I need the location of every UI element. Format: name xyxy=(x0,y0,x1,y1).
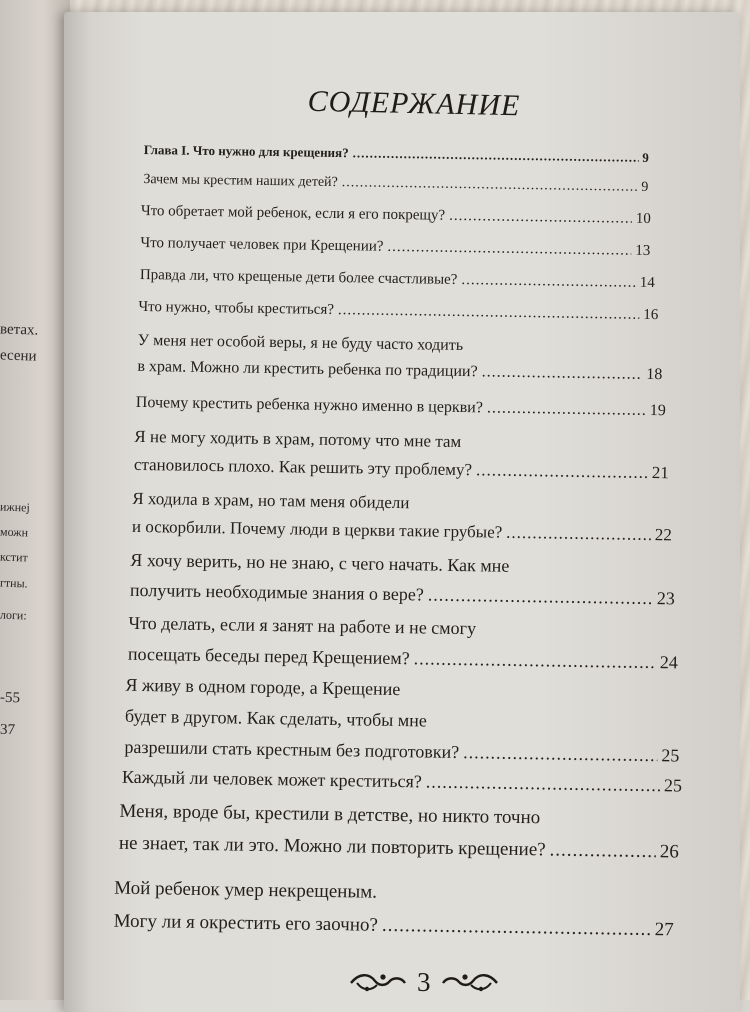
toc-page-number: 21 xyxy=(651,463,669,483)
toc-entry xyxy=(119,796,680,869)
toc-entry-text: Я живу в одном городе, а Крещение xyxy=(125,674,401,700)
toc-entry-text: разрешили стать крестным без подготовки? xyxy=(124,736,460,763)
toc-entry xyxy=(124,670,680,772)
dot-leader xyxy=(428,580,654,614)
dot-leader xyxy=(487,395,646,423)
right-ornament-icon xyxy=(441,971,499,995)
dot-leader xyxy=(413,643,656,678)
toc-entry-text: Что делать, если я занят на работе и не смогу xyxy=(128,612,477,639)
toc-entry-row xyxy=(140,264,655,294)
left-fragment: можн xyxy=(0,524,29,540)
dot-leader xyxy=(352,143,638,167)
toc-entry-text: Зачем мы крестим наших детей? xyxy=(143,171,338,191)
toc-entry xyxy=(141,200,651,230)
left-fragment: 37 xyxy=(0,721,16,739)
dot-leader xyxy=(387,236,631,262)
toc-entry-text: Правда ли, что крещеные дети более счастливые? xyxy=(139,266,458,288)
toc-entry-row xyxy=(140,232,650,262)
toc-page-number: 25 xyxy=(663,775,683,796)
toc-page-number: 26 xyxy=(659,841,680,863)
toc-page-number: 27 xyxy=(654,919,674,941)
toc-entry-text: Я не могу ходить в храм, потому что мне там xyxy=(134,426,462,452)
toc-page-number: 18 xyxy=(646,365,663,384)
toc-entry-text: Я хочу верить, но не знаю, с чего начать. Как мне xyxy=(130,549,510,576)
left-fragment: -55 xyxy=(0,689,21,707)
toc-page-number: 9 xyxy=(642,149,649,165)
dot-leader xyxy=(506,519,651,549)
left-page-edge xyxy=(0,0,70,1000)
toc-entry-text: Что нужно, чтобы креститься? xyxy=(138,298,335,319)
dot-leader xyxy=(463,737,658,771)
toc-entry-row xyxy=(138,296,658,326)
left-fragment: логи: xyxy=(0,607,27,623)
toc-page-number: 24 xyxy=(659,652,679,673)
left-fragment: гтны. xyxy=(0,575,28,591)
toc-page-number: 25 xyxy=(661,745,680,766)
toc-entry-text: Я ходила в храм, но там меня обидели xyxy=(132,488,410,513)
toc-page-number: 16 xyxy=(643,306,659,324)
toc-entry xyxy=(137,328,663,388)
left-fragment: есени xyxy=(0,347,37,365)
toc-entry xyxy=(134,423,670,487)
toc-entry-text: Каждый ли человек может креститься? xyxy=(121,766,422,792)
left-ornament-icon xyxy=(349,971,407,995)
toc-page-number: 14 xyxy=(639,274,655,292)
toc-entry-text: Что получает человек при Крещении? xyxy=(140,234,384,255)
toc-entry-row xyxy=(143,170,648,198)
toc-entry-text: не знает, так ли это. Можно ли повторить крещение? xyxy=(118,832,546,861)
toc-entry xyxy=(144,140,649,168)
toc-entry-text: становилось плохо. Как решить эту проблему? xyxy=(133,454,473,480)
toc-entry-row xyxy=(141,200,651,230)
page-footer xyxy=(349,967,499,998)
toc-entry-text: У меня нет особой веры, я не буду часто ходить xyxy=(137,331,464,355)
toc-entry xyxy=(132,485,673,549)
toc-entry xyxy=(113,872,674,947)
toc-entry-text: Что обретает мой ребенок, если я его покрещу? xyxy=(140,202,446,224)
dot-leader xyxy=(382,909,651,946)
toc-entry-text: в храм. Можно ли крестить ребенка по традиции? xyxy=(137,357,478,381)
toc-entry xyxy=(143,170,648,198)
toc-page-number: 9 xyxy=(641,179,649,195)
toc-page-number: 19 xyxy=(649,401,666,420)
toc-page-number: 13 xyxy=(635,242,651,259)
left-fragment: ижнеј xyxy=(0,499,31,515)
toc-entry-text: Могу ли я окрестить его заочно? xyxy=(113,910,379,936)
dot-leader xyxy=(342,173,638,198)
dot-leader xyxy=(461,269,636,294)
toc-entry-text: будет в другом. Как сделать, чтобы мне xyxy=(124,705,427,731)
toc-entry xyxy=(140,232,650,262)
toc-page-number: 10 xyxy=(635,210,651,227)
toc-entry-text: посещать беседы перед Крещением? xyxy=(127,643,410,669)
left-fragment: ветах. xyxy=(0,321,39,339)
toc-entry-text: Глава I. Что нужно для крещения? xyxy=(143,141,349,161)
toc-entry-row xyxy=(136,390,666,424)
toc-page-number: 22 xyxy=(654,525,673,545)
toc-entry-text: Почему крестить ребенка нужно именно в церкви? xyxy=(135,393,484,417)
dot-leader xyxy=(449,205,632,230)
toc-entry xyxy=(138,296,658,326)
toc-entry-row xyxy=(144,140,649,168)
dot-leader xyxy=(338,299,640,326)
page-title: СОДЕРЖАНИЕ xyxy=(307,84,521,123)
dot-leader xyxy=(481,359,642,388)
dot-leader xyxy=(426,767,661,801)
toc-entry xyxy=(130,545,676,614)
toc-entry-text: Меня, вроде бы, крестили в детстве, но никто точно xyxy=(119,800,541,829)
toc-entry xyxy=(140,264,655,294)
book-page xyxy=(64,12,740,1012)
page-number: 3 xyxy=(417,967,431,997)
toc-entry-text: Мой ребенок умер некрещеным. xyxy=(114,877,378,903)
toc-entry xyxy=(128,608,679,679)
toc-entry-text: и оскорбили. Почему люди в церкви такие грубые? xyxy=(131,516,503,542)
dot-leader xyxy=(476,456,648,487)
toc-page-number: 23 xyxy=(656,588,676,609)
toc-entry-text: получить необходимые знания о вере? xyxy=(129,579,424,605)
table-of-contents xyxy=(113,140,704,941)
left-fragment: кстит xyxy=(0,549,29,565)
dot-leader xyxy=(549,834,656,868)
toc-entry xyxy=(136,390,666,424)
